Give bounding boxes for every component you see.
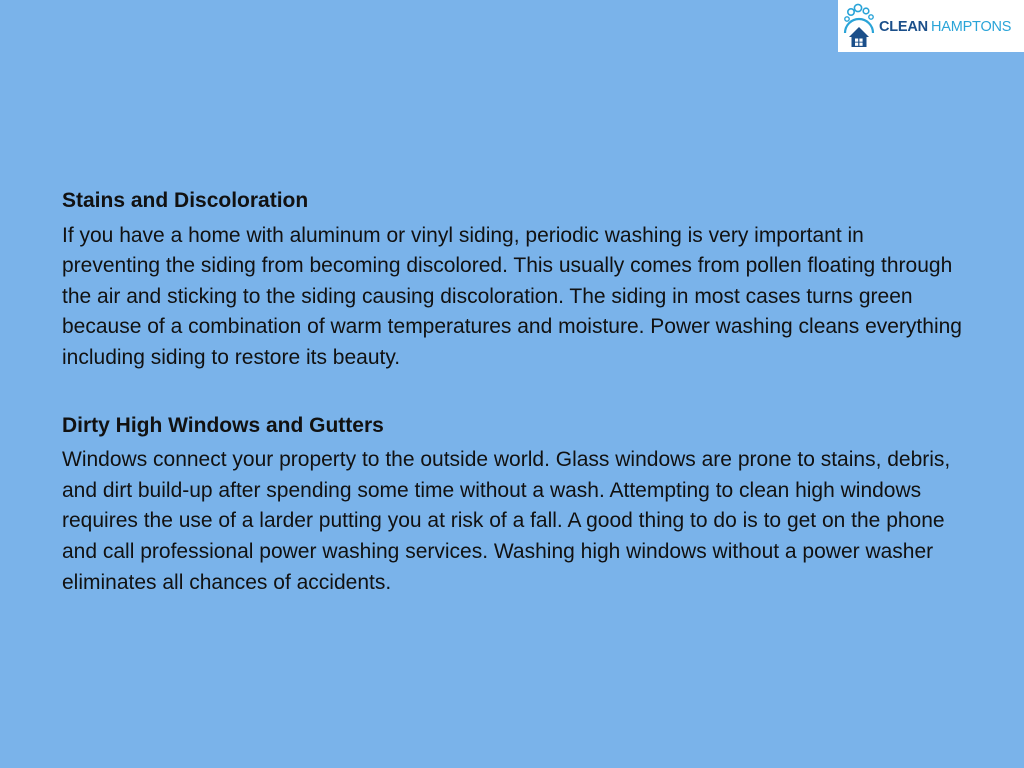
house-bubbles-icon [842, 3, 876, 49]
section-windows [62, 411, 962, 599]
main-content [62, 186, 962, 598]
brand-logo [838, 0, 1024, 52]
section-heading: Stains and Discoloration [62, 189, 309, 212]
brand-word-hamptons: HAMPTONS [930, 18, 1012, 35]
brand-wordmark [879, 20, 1011, 35]
brand-word-clean: CLEAN [879, 18, 928, 35]
section-heading: Dirty High Windows and Gutters [62, 413, 384, 437]
section-stains [62, 186, 962, 374]
section-body: Windows connect your property to the outside world. Glass windows are prone to stains, debris, and dirt build-up after spending some time without a wash. Attempting to clean high windows requires the use of a larder putting you at risk of a fall. A good thing to do is to get on the phone and call professional power washing services. Washing high windows without a power washer eliminates all chances of accidents. [62, 448, 951, 594]
section-body: If you have a home with aluminum or vinyl siding, periodic washing is very important in preventing the siding from becoming discolored. This usually comes from pollen floating through the air and sticking to the siding causing discoloration. The siding in most cases turns green because of a combination of warm temperatures and moisture. Power washing cleans everything including siding to restore its beauty. [62, 223, 962, 369]
